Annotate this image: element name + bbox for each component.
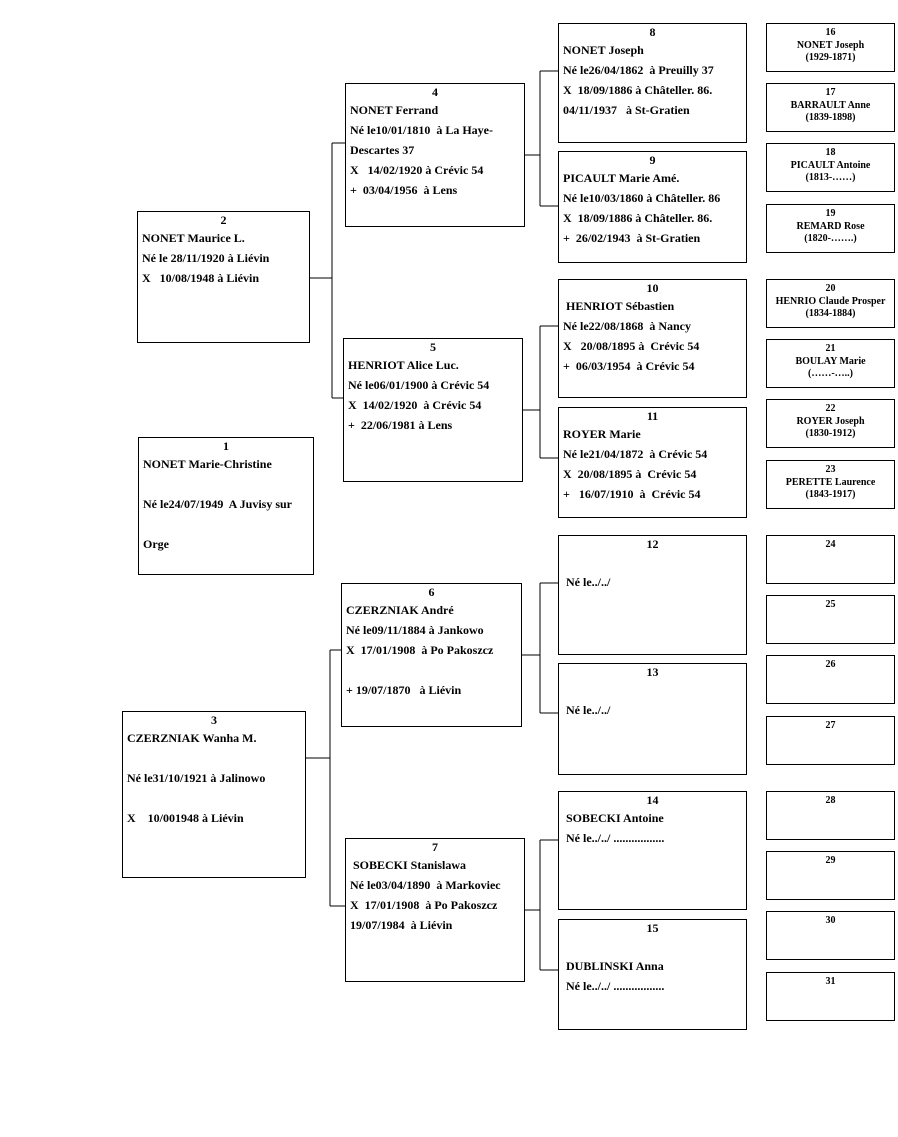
person-box-16[interactable] [766,23,895,72]
person-name: REMARD Rose [796,221,865,232]
connector-5 [523,326,558,458]
person-detail-line: X 20/08/1895 à Crévic 54 [563,467,697,481]
person-detail-line: (1820-…….) [804,233,857,244]
person-name: SOBECKI Antoine [563,811,664,825]
ancestor-number: 7 [432,840,438,854]
person-name [559,552,746,572]
person-box-8[interactable] [558,23,747,143]
person-detail-line: X 14/02/1920 à Crévic 54 [350,163,484,177]
person-box-10[interactable] [558,279,747,398]
person-box-20[interactable] [766,279,895,328]
person-name: NONET Joseph [796,40,865,51]
person-detail-line: Né le22/08/1868 à Nancy [563,319,691,333]
person-detail-line: X 17/01/1908 à Po Pakoszcz [346,643,494,657]
person-box-25[interactable] [766,595,895,644]
person-box-30[interactable] [766,911,895,960]
person-box-12[interactable] [558,535,747,655]
person-name: PICAULT Marie Amé. [563,171,680,185]
person-box-13[interactable] [558,663,747,775]
person-box-28[interactable] [766,791,895,840]
person-box-18[interactable] [766,143,895,192]
person-box-15[interactable] [558,919,747,1030]
person-detail-line: (1834-1884) [805,308,856,319]
person-name [559,680,746,700]
person-box-24[interactable] [766,535,895,584]
ancestor-number: 2 [220,213,227,227]
person-detail-line: Né le../../ [563,575,611,589]
person-box-19[interactable] [766,204,895,253]
person-detail-line: + 06/03/1954 à Crévic 54 [563,359,695,373]
person-detail-line: X 14/02/1920 à Crévic 54 [348,398,482,412]
ancestor-number: 24 [825,539,836,550]
ancestor-number: 15 [646,921,659,935]
ancestor-number: 25 [825,599,836,610]
person-detail-line: X 10/08/1948 à Liévin [142,271,260,285]
person-name: NONET Marie-Christine [143,457,272,471]
person-name: HENRIOT Sébastien [563,299,675,313]
person-name: BARRAULT Anne [790,100,871,111]
ancestor-number: 20 [825,283,836,294]
person-name: NONET Ferrand [350,103,439,117]
ancestor-number: 31 [825,976,836,987]
person-box-27[interactable] [766,716,895,765]
person-detail-line: Né le24/07/1949 A Juvisy sur [143,497,293,511]
person-name: BOULAY Marie [795,356,866,367]
person-detail-line: X 20/08/1895 à Crévic 54 [563,339,700,353]
person-detail-line: 04/11/1937 à St-Gratien [563,103,690,117]
person-detail-line: X 17/01/1908 à Po Pakoszcz [350,898,498,912]
person-detail-line: + 03/04/1956 à Lens [350,183,458,197]
ancestor-number: 21 [825,343,836,354]
person-detail-line: (1830-1912) [805,428,856,439]
ancestor-number: 5 [430,340,436,354]
person-name: PICAULT Antoine [790,160,871,171]
person-box-26[interactable] [766,655,895,704]
person-name: ROYER Joseph [796,416,865,427]
person-detail-line: (1843-1917) [805,489,856,500]
person-box-6[interactable] [341,583,522,727]
person-name: HENRIOT Alice Luc. [348,358,459,372]
ancestor-number: 1 [223,439,229,453]
ancestor-number: 13 [646,665,659,679]
connector-2 [310,143,345,398]
person-detail-line: DUBLINSKI Anna [563,959,664,973]
ancestor-number: 8 [649,25,656,39]
person-detail-line: Né le03/04/1890 à Markoviec [350,878,501,892]
person-detail-line: + 16/07/1910 à Crévic 54 [563,487,701,501]
person-box-17[interactable] [766,83,895,132]
person-detail-line: Né le09/11/1884 à Jankowo [346,623,484,637]
person-box-4[interactable] [345,83,525,227]
person-detail-line: Né le 28/11/1920 à Liévin [142,251,270,265]
ancestor-number: 14 [646,793,659,807]
person-detail-line: + 22/06/1981 à Lens [348,418,453,432]
ancestor-number: 4 [432,85,438,99]
connector-6 [522,583,558,713]
person-box-31[interactable] [766,972,895,1021]
person-box-22[interactable] [766,399,895,448]
person-detail-line: Né le31/10/1921 à Jalinowo [127,771,266,785]
person-detail-line: + 19/07/1870 à Liévin [346,683,462,697]
person-detail-line: (1813-……) [805,172,856,183]
person-name: ROYER Marie [563,427,641,441]
person-detail-line: Né le../../ ................. [563,979,665,993]
person-name: CZERZNIAK Wanha M. [127,731,257,745]
person-name: CZERZNIAK André [346,603,454,617]
person-detail-line: Né le10/01/1810 à La Haye- [350,123,493,137]
person-box-21[interactable] [766,339,895,388]
ancestor-number: 27 [825,720,836,731]
person-detail-line: Né le../../ [563,703,611,717]
ancestor-number: 11 [646,409,659,423]
person-box-29[interactable] [766,851,895,900]
ancestor-number: 19 [825,208,836,219]
person-detail-line: X 10/001948 à Liévin [127,811,244,825]
person-detail-line: Né le10/03/1860 à Châteller. 86 [563,191,721,205]
person-detail-line: (1929-1871) [805,52,856,63]
person-detail-line [139,474,313,494]
person-detail-line: (1839-1898) [805,112,856,123]
person-detail-line: Né le../../ ................. [563,831,665,845]
person-detail-line: 19/07/1984 à Liévin [350,918,453,932]
person-detail-line: X 18/09/1886 à Châteller. 86. [563,211,713,225]
person-name: NONET Joseph [563,43,644,57]
connector-7 [525,840,558,970]
ancestor-number: 22 [825,403,836,414]
ancestor-number: 29 [825,855,836,866]
person-detail-line [342,660,521,680]
person-detail-line: Descartes 37 [350,143,415,157]
person-detail-line: Né le06/01/1900 à Crévic 54 [348,378,490,392]
person-detail-line: (……-…..) [808,368,853,379]
ancestor-number: 16 [825,27,836,38]
person-detail-line [139,514,313,534]
ancestor-number: 9 [649,153,656,167]
person-name [559,936,746,956]
ancestor-number: 28 [825,795,836,806]
person-detail-line [123,748,305,768]
ancestor-number: 23 [825,464,836,475]
ancestor-number: 30 [825,915,836,926]
person-detail-line: Né le26/04/1862 à Preuilly 37 [563,63,714,77]
person-name: HENRIO Claude Prosper [775,296,886,307]
person-detail-line: Orge [143,537,169,551]
person-name: PERETTE Laurence [785,477,876,488]
person-box-11[interactable] [558,407,747,518]
ancestor-number: 26 [825,659,836,670]
person-detail-line: + 26/02/1943 à St-Gratien [563,231,701,245]
ancestor-number: 17 [825,87,836,98]
person-box-3[interactable] [122,711,306,878]
person-box-2[interactable] [137,211,310,343]
person-box-1[interactable] [138,437,314,575]
person-box-9[interactable] [558,151,747,263]
person-box-7[interactable] [345,838,525,982]
ancestor-number: 3 [211,713,217,727]
person-box-14[interactable] [558,791,747,910]
person-box-5[interactable] [343,338,523,482]
ancestor-number: 10 [646,281,659,295]
person-name: SOBECKI Stanislawa [350,858,467,872]
ancestor-number: 6 [428,585,435,599]
person-name: NONET Maurice L. [142,231,245,245]
ancestor-number: 18 [825,147,836,158]
person-box-23[interactable] [766,460,895,509]
person-detail-line: Né le21/04/1872 à Crévic 54 [563,447,708,461]
connector-3 [306,650,345,906]
ancestor-number: 12 [646,537,659,551]
connector-4 [525,71,558,206]
person-detail-line [123,788,305,808]
person-detail-line: X 18/09/1886 à Châteller. 86. [563,83,713,97]
